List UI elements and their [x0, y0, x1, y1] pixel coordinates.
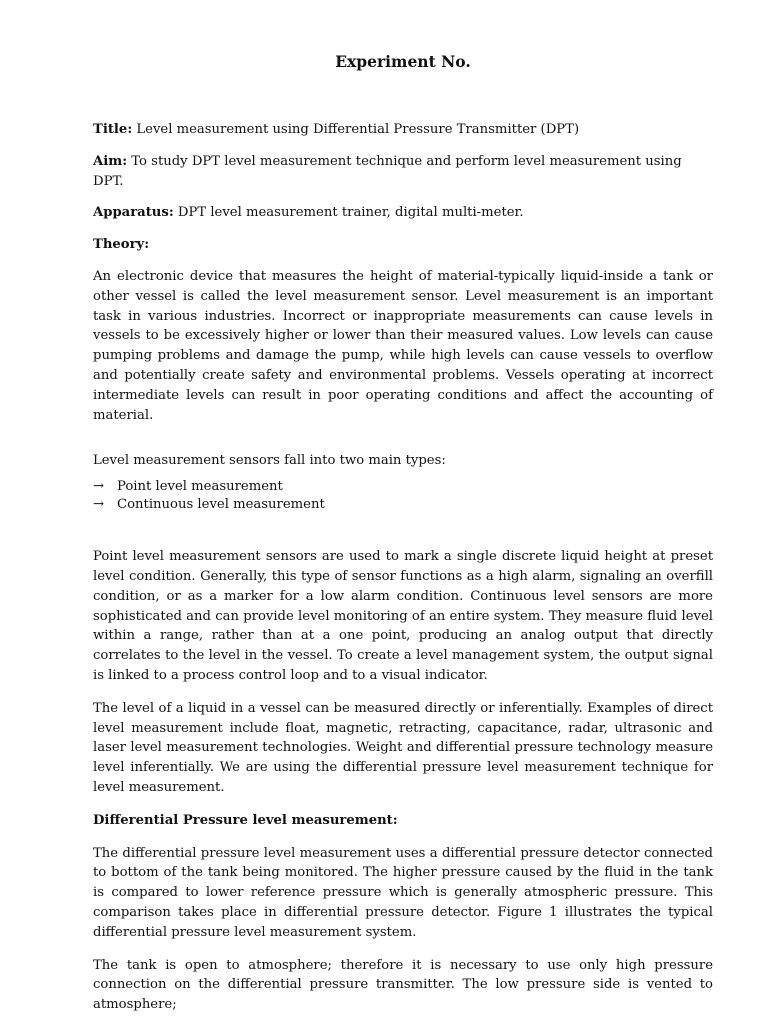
aim-line: [93, 152, 713, 192]
apparatus-label: Apparatus:: [93, 205, 174, 221]
dp-paragraph: The differential pressure level measurement uses a differential pressure detector connected to bottom of the tank being monitored. The higher pressure caused by the fluid in the tank is compared to lower reference pressure which is generally atmospheric pressure. This comparison takes place in differential pressure detector. Figure 1 illustrates the typical differential pressure level measurement system.: [93, 845, 713, 940]
list-item: [93, 478, 713, 496]
theory-heading: Theory:: [93, 237, 150, 253]
dp-heading: Differential Pressure level measurement:: [93, 812, 398, 828]
types-intro: Level measurement sensors fall into two main types:: [93, 453, 446, 469]
experiment-heading: Experiment No.: [335, 52, 471, 71]
apparatus-line: [93, 203, 713, 223]
point-level-paragraph: Point level measurement sensors are used to mark a single discrete liquid height at preset level condition. Generally, this type of sensor functions as a high alarm, signaling an overfill condition, or as a marker for a low alarm condition. Continuous level sensors are more sophisticated and can provide level monitoring of an entire system. They measure fluid level within a range, rather than at a one point, producing an analog output that directly correlates to the level in the vessel. To create a level management system, the output signal is linked to a process control loop and to a visual indicator.: [93, 549, 713, 683]
open-tank-paragraph: The tank is open to atmosphere; therefore it is necessary to use only high pressure connection on the differential pressure transmitter. The low pressure side is vented to atmosphere;: [93, 957, 713, 1013]
arrow-icon: →: [93, 497, 105, 513]
title-text: Level measurement using Differential Pressure Transmitter (DPT): [132, 122, 580, 137]
title-line: [93, 120, 713, 140]
arrow-icon: →: [93, 479, 105, 495]
title-label: Title:: [93, 122, 133, 137]
aim-label: Aim:: [93, 153, 128, 169]
aim-text: To study DPT level measurement technique and perform level measurement using DPT.: [93, 153, 682, 189]
list-item: [93, 496, 713, 514]
direct-measurement-paragraph: The level of a liquid in a vessel can be measured directly or inferentially. Examples of direct level measurement include float, magnetic, retracting, capacitance, radar, ultrasonic and laser level measurement technologies. Weight and differential pressure technology measure level inferentially. We are using the differential pressure level measurement technique for level measurement.: [93, 700, 713, 795]
list-item-text: Point level measurement: [117, 479, 283, 495]
list-item-text: Continuous level measurement: [117, 497, 325, 513]
document-page: [93, 50, 713, 1015]
theory-paragraph: An electronic device that measures the height of material-typically liquid-inside a tank or other vessel is called the level measurement sensor. Level measurement is an important task in various industries. Incorrect or inappropriate measurements can cause levels in vessels to be excessively higher or lower than their measured values. Low levels can cause pumping problems and damage the pump, while high levels can cause vessels to overflow and potentially create safety and environmental problems. Vessels operating at incorrect intermediate levels can result in poor operating conditions and affect the accounting of material.: [93, 268, 713, 423]
apparatus-text: DPT level measurement trainer, digital multi-meter.: [173, 205, 524, 221]
